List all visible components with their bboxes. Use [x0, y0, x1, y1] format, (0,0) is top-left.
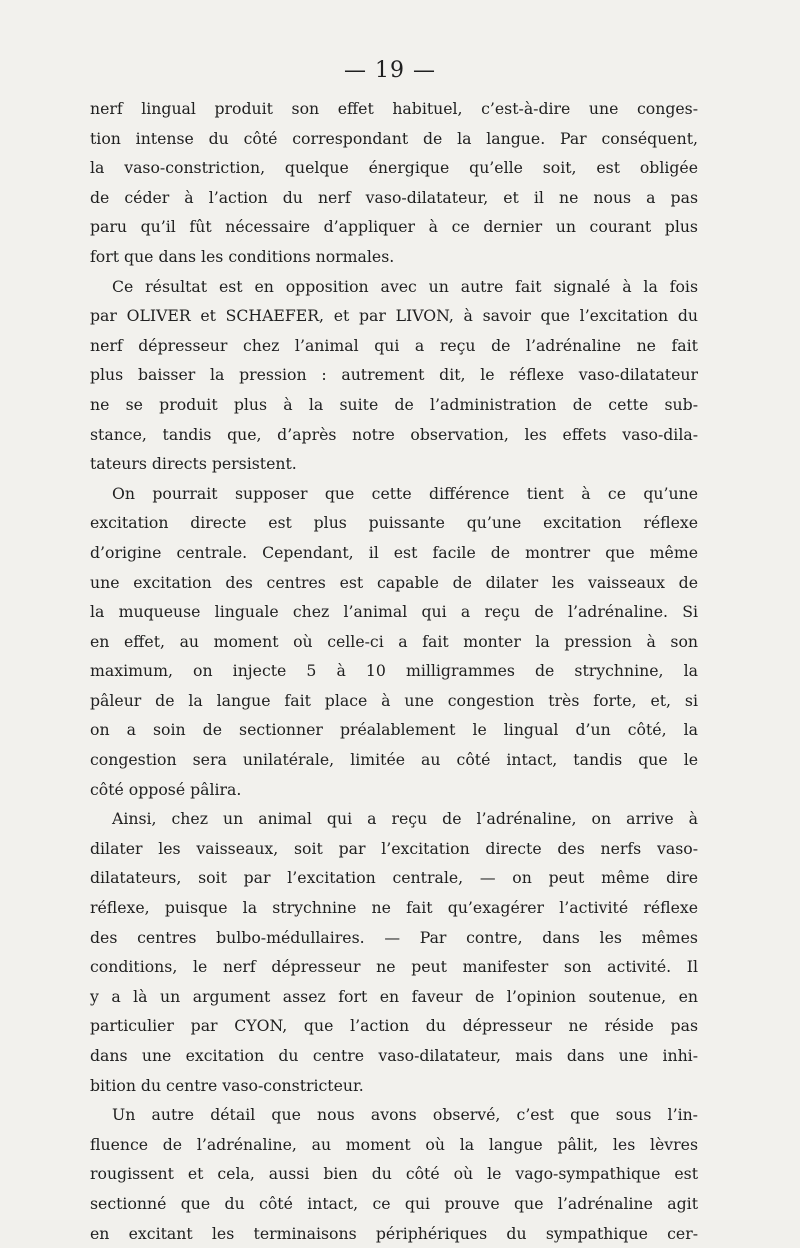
text-line: pâleur de la langue fait place à une congestion très forte, et, si	[90, 690, 698, 710]
text-line: plus baisser la pression : autrement dit, le réflexe vaso-dilatateur	[90, 365, 698, 385]
text-line: d’origine centrale. Cependant, il est facile de montrer que même	[90, 542, 698, 562]
text-line: nerf dépresseur chez l’animal qui a reçu de l’adrénaline ne fait	[90, 335, 698, 355]
text-line: tion intense du côté correspondant de la langue. Par conséquent,	[90, 128, 698, 148]
text-line: stance, tandis que, d’après notre observation, les effets vaso-dila-	[90, 424, 698, 444]
text-line: dans une excitation du centre vaso-dilatateur, mais dans une inhi-	[90, 1046, 698, 1065]
text-line: bition du centre vaso-constricteur.	[90, 1075, 364, 1095]
text-line: particulier par CYON, que l’action du dépresseur ne réside pas	[90, 1016, 698, 1036]
text-line: paru qu’il fût nécessaire d’appliquer à ce dernier un courant plus	[90, 217, 698, 237]
text-line: maximum, on injecte 5 à 10 milligrammes de strychnine, la	[90, 661, 698, 681]
text-line: Ainsi, chez un animal qui a reçu de l’adrénaline, on arrive à	[112, 809, 698, 829]
paragraph	[90, 1100, 698, 1248]
text-line: congestion sera unilatérale, limitée au côté intact, tandis que le	[90, 750, 698, 770]
text-line: en excitant les terminaisons périphériques du sympathique cer-	[90, 1223, 698, 1243]
text-line: côté opposé pâlira.	[90, 779, 242, 799]
text-line: tateurs directs persistent.	[90, 454, 297, 474]
text-line: dilatateurs, soit par l’excitation centrale, — on peut même dire	[90, 868, 698, 888]
text-line: de céder à l’action du nerf vaso-dilatateur, et il ne nous a pas	[90, 187, 698, 207]
page-number: — 19 —	[344, 58, 436, 83]
text-line: On pourrait supposer que cette différence tient à ce qu’une	[112, 483, 698, 503]
text-line: par OLIVER et SCHAEFER, et par LIVON, à savoir que l’excitation du	[90, 306, 698, 326]
text-line: réflexe, puisque la strychnine ne fait qu’exagérer l’activité réflexe	[90, 898, 698, 918]
text-line: des centres bulbo-médullaires. — Par contre, dans les mêmes	[90, 927, 698, 947]
text-line: la muqueuse linguale chez l’animal qui a reçu de l’adrénaline. Si	[90, 602, 698, 622]
text-line: sectionné que du côté intact, ce qui prouve que l’adrénaline agit	[90, 1193, 698, 1213]
paragraph	[90, 804, 698, 1100]
text-line: excitation directe est plus puissante qu’une excitation réflexe	[90, 513, 698, 533]
text-line: Un autre détail que nous avons observé, c’est que sous l’in-	[112, 1105, 698, 1125]
text-line: fluence de l’adrénaline, au moment où la langue pâlit, les lèvres	[90, 1134, 698, 1154]
text-line: y a là un argument assez fort en faveur de l’opinion soutenue, en	[90, 986, 698, 1006]
text-line: Ce résultat est en opposition avec un autre fait signalé à la fois	[112, 276, 698, 296]
text-line: rougissent et cela, aussi bien du côté où le vago-sympathique est	[90, 1164, 698, 1184]
text-line: en effet, au moment où celle-ci a fait monter la pression à son	[90, 631, 698, 651]
text-line: on a soin de sectionner préalablement le lingual d’un côté, la	[90, 720, 698, 740]
paragraph	[90, 272, 698, 479]
paragraph	[90, 94, 698, 272]
text-line: dilater les vaisseaux, soit par l’excitation directe des nerfs vaso-	[90, 838, 698, 858]
text-line: ne se produit plus à la suite de l’administration de cette sub-	[90, 394, 698, 414]
body-text	[90, 94, 698, 1248]
text-line: fort que dans les conditions normales.	[90, 246, 395, 266]
text-line: nerf lingual produit son effet habituel, c’est-à-dire une conges-	[90, 99, 698, 118]
text-line: une excitation des centres est capable de dilater les vaisseaux de	[90, 572, 698, 592]
paragraph	[90, 479, 698, 805]
text-line: conditions, le nerf dépresseur ne peut manifester son activité. Il	[90, 957, 698, 977]
text-line: la vaso-constriction, quelque énergique qu’elle soit, est obligée	[90, 158, 698, 178]
